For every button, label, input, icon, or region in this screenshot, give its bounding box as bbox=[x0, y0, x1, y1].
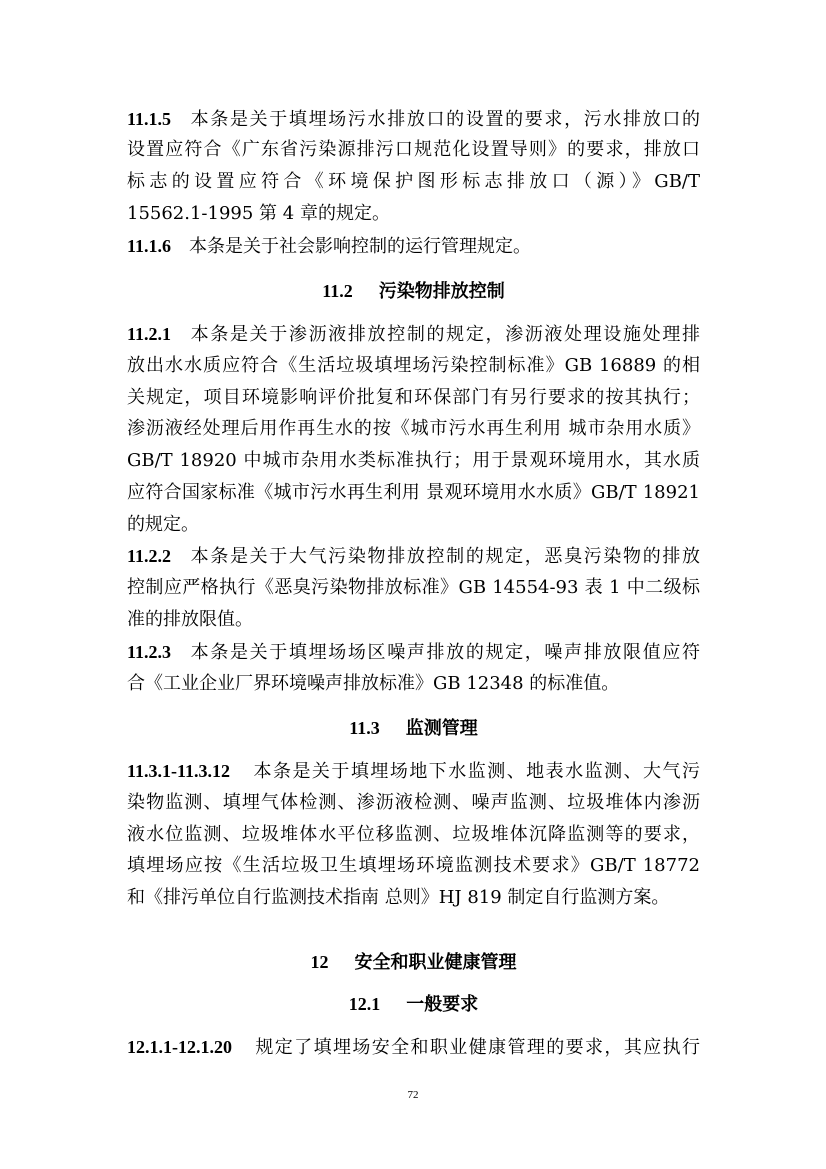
paragraph-11-1-5-line-2: 设置应符合《广东省污染源排污口规范化设置导则》的要求，排放口 bbox=[127, 139, 700, 160]
paragraph-11-2-1-line-1: 11.2.1 本条是关于渗沥液排放控制的规定，渗沥液处理设施处理排 bbox=[127, 324, 700, 345]
paragraph-11-2-1-line-4: 渗沥液经处理后用作再生水的按《城市污水再生利用 城市杂用水质》 bbox=[127, 418, 700, 439]
paragraph-11-3-1-line-1: 11.3.1-11.3.12 本条是关于填埋场地下水监测、地表水监测、大气污 bbox=[127, 761, 700, 782]
clause-number: 11.1.6 bbox=[127, 236, 172, 256]
paragraph-11-2-1-line-2: 放出水水质应符合《生活垃圾填埋场污染控制标准》GB 16889 的相 bbox=[127, 355, 700, 376]
clause-number: 11.2.3 bbox=[127, 642, 172, 662]
paragraph-11-1-5-line-1: 11.1.5 本条是关于填埋场污水排放口的设置的要求，污水排放口的 bbox=[127, 109, 700, 130]
paragraph-11-2-1-line-5: GB/T 18920 中城市杂用水类标准执行；用于景观环境用水，其水质 bbox=[127, 450, 700, 471]
paragraph-11-2-3-line-1: 11.2.3 本条是关于填埋场场区噪声排放的规定，噪声排放限值应符 bbox=[127, 642, 700, 663]
clause-number: 11.2.2 bbox=[127, 546, 172, 566]
clause-number: 11.1.5 bbox=[127, 109, 172, 129]
clause-number: 11.2.1 bbox=[127, 324, 172, 344]
paragraph-11-1-6: 11.1.6 本条是关于社会影响控制的运行管理规定。 bbox=[127, 236, 532, 257]
paragraph-11-3-1-line-4: 填埋场应按《生活垃圾卫生填埋场环境监测技术要求》GB/T 18772 bbox=[127, 855, 700, 876]
paragraph-11-1-5-line-4: 15562.1-1995 第 4 章的规定。 bbox=[127, 203, 390, 224]
paragraph-11-3-1-line-2: 染物监测、填埋气体检测、渗沥液检测、噪声监测、垃圾堆体内渗沥 bbox=[127, 792, 700, 813]
paragraph-11-2-1-line-3: 关规定，项目环境影响评价批复和环保部门有另行要求的按其执行； bbox=[127, 387, 700, 408]
chapter-heading-12: 12 安全和职业健康管理 bbox=[310, 952, 517, 973]
paragraph-11-2-3-line-2: 合《工业企业厂界环境噪声排放标准》GB 12348 的标准值。 bbox=[127, 673, 620, 694]
paragraph-11-2-1-line-7: 的规定。 bbox=[127, 514, 199, 535]
section-heading-11-3: 11.3 监测管理 bbox=[349, 718, 478, 739]
paragraph-11-3-1-line-3: 液水位监测、垃圾堆体水平位移监测、垃圾堆体沉降监测等的要求， bbox=[127, 824, 700, 845]
paragraph-12-1-1-line-1: 12.1.1-12.1.20 规定了填埋场安全和职业健康管理的要求，其应执行 bbox=[127, 1037, 700, 1058]
paragraph-11-2-1-line-6: 应符合国家标准《城市污水再生利用 景观环境用水水质》GB/T 18921 bbox=[127, 482, 700, 503]
clause-number: 11.3.1-11.3.12 bbox=[127, 761, 231, 781]
paragraph-11-3-1-line-5: 和《排污单位自行监测技术指南 总则》HJ 819 制定自行监测方案。 bbox=[127, 887, 670, 908]
section-heading-12-1: 12.1 一般要求 bbox=[348, 994, 479, 1015]
paragraph-11-2-2-line-3: 准的排放限值。 bbox=[127, 609, 253, 630]
page-number: 72 bbox=[407, 1089, 419, 1101]
paragraph-11-2-2-line-2: 控制应严格执行《恶臭污染物排放标准》GB 14554-93 表 1 中二级标 bbox=[127, 577, 700, 598]
clause-number: 12.1.1-12.1.20 bbox=[127, 1037, 232, 1057]
paragraph-11-1-5-line-3: 标志的设置应符合《环境保护图形标志排放口（源）》GB/T bbox=[127, 171, 700, 192]
paragraph-11-2-2-line-1: 11.2.2 本条是关于大气污染物排放控制的规定，恶臭污染物的排放 bbox=[127, 546, 700, 567]
section-heading-11-2: 11.2 污染物排放控制 bbox=[322, 281, 505, 302]
